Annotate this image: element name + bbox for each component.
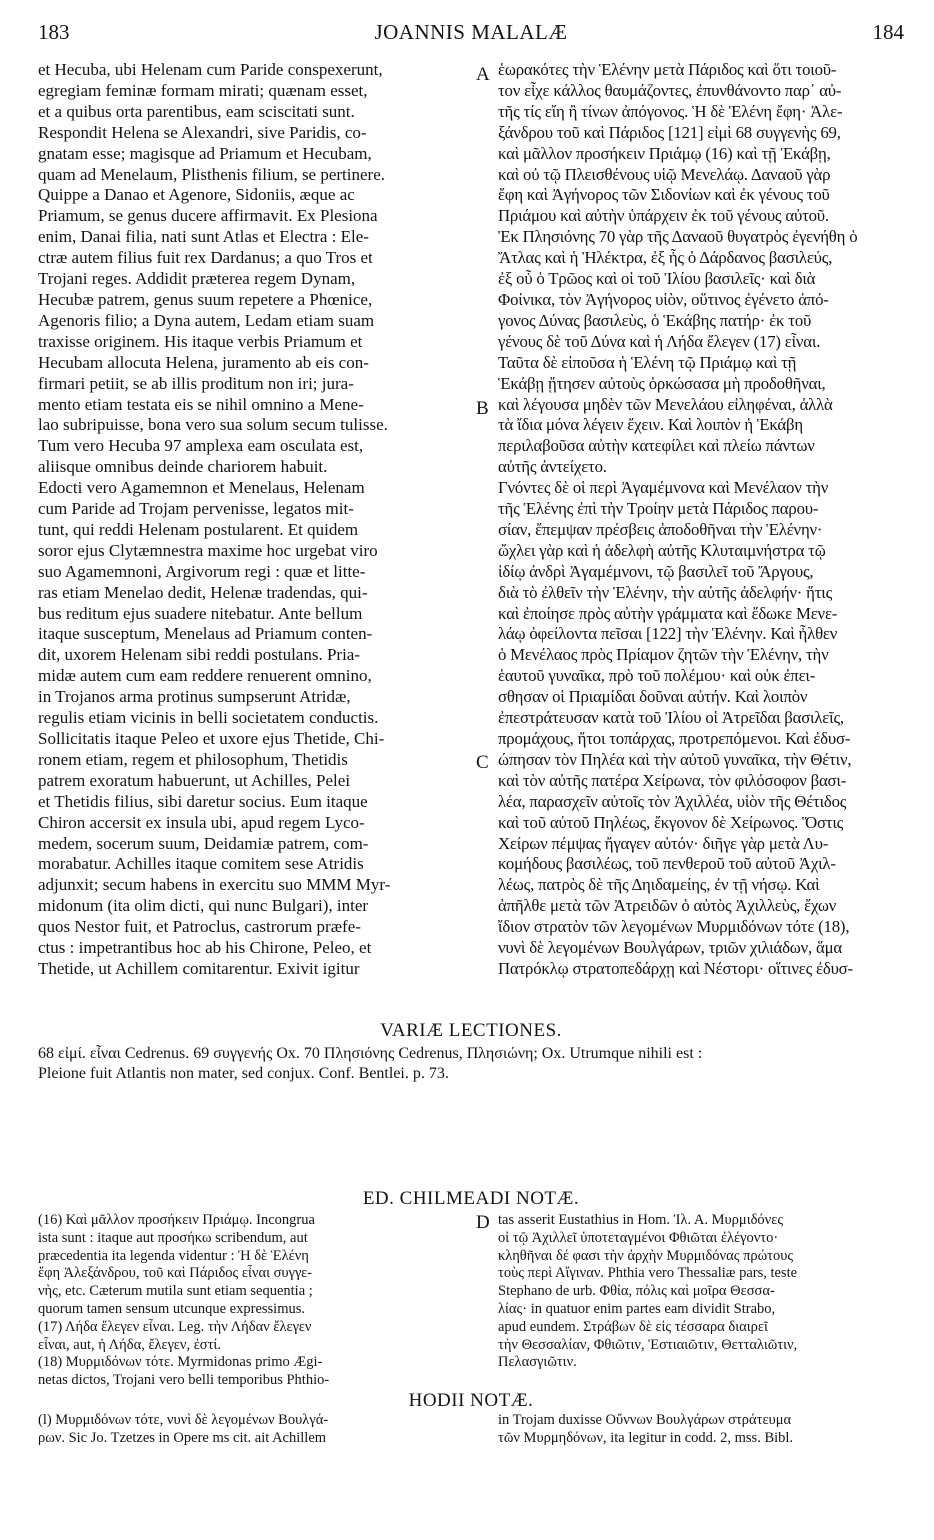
latin-text-line: regulis etiam vicinis in belli societatem conductis. xyxy=(38,708,379,728)
hodii-notes-right xyxy=(498,1412,906,1447)
note-line: Πελασγιῶτιν. xyxy=(498,1354,577,1371)
greek-text-line: καὶ ἐποίησε πρὸς αὐτὴν γράμματα καὶ ἔδωκε Μενε- xyxy=(498,603,838,623)
note-line: (17) Λήδα ἔλεγεν εἶναι. Leg. τὴν Λήδαν ἔλεγεν xyxy=(38,1318,312,1335)
greek-text-line: καὶ λέγουσα μηδὲν τῶν Μενελάου εἰληφέναι, ἀλλὰ xyxy=(498,394,833,414)
greek-text-line: περιλαβοῦσα αὐτὴν κατεφίλει καὶ πλείω πάντων xyxy=(498,436,815,456)
page-number-left: 183 xyxy=(38,20,70,44)
running-title: JOANNIS MALALÆ xyxy=(374,20,568,44)
note-line: (16) Καὶ μᾶλλον προσήκειν Πριάμῳ. Incongrua xyxy=(38,1212,315,1228)
greek-text-line: καὶ τὸν αὐτῆς πατέρα Χείρωνα, τὸν φιλόσοφον βασι- xyxy=(498,770,847,790)
note-line: apud eundem. Στράβων δὲ εἰς τέσσαρα διαιρεῖ xyxy=(498,1318,768,1335)
latin-text-line: Trojani reges. Addidit præterea regem Dynam, xyxy=(38,269,356,289)
greek-text-line: ἑαυτοῦ γυναῖκα, πρὸ τοῦ πολέμου· καὶ οὐκ ἐπει- xyxy=(498,666,816,686)
latin-text-line: Respondit Helena se Alexandri, sive Paridis, co- xyxy=(38,122,367,142)
note-line: (18) Μυρμιδόνων τότε. Myrmidonas primo Ægi- xyxy=(38,1354,323,1371)
greek-text-line: γονος Δύνας βασιλεὺς, ὁ Ἑκάβης πατήρ· ἐκ τοῦ xyxy=(498,310,812,330)
margin-marker-c: C xyxy=(476,752,489,773)
latin-text-line: lao subripuisse, bona vero sua solum secum tulisse. xyxy=(38,415,388,435)
latin-text-line: ronem etiam, regem et philosophum, Thetidis xyxy=(38,749,348,769)
latin-text-line: et Hecuba, ubi Helenam cum Paride conspexerunt, xyxy=(38,60,383,79)
latin-text-line: soror ejus Clytæmnestra maxime hoc urgebat viro xyxy=(38,540,378,560)
greek-text-line: κομήδους βασιλέως, τοῦ πενθεροῦ τοῦ αὐτοῦ Ἀχιλ- xyxy=(498,854,836,874)
greek-text-line: αὐτῆς ἀντείχετο. xyxy=(498,457,607,477)
note-line: λίας· in quatuor enim partes eam dividit Strabo, xyxy=(498,1300,776,1317)
latin-text-line: egregiam feminæ formam mirati; quænam esset, xyxy=(38,80,368,100)
note-line: οἱ τῷ Ἀχιλλεῖ ὑποτεταγμένοι Φθιῶται ἐλέγοντο· xyxy=(498,1229,779,1246)
latin-text-line: Hecubæ patrem, genus suum repetere a Phœnice, xyxy=(38,289,373,309)
greek-text-line: ὤχλει γὰρ καὶ ἡ ἀδελφὴ αὐτῆς Κλυταιμνήστρα τῷ xyxy=(498,540,826,560)
note-line: in Trojam duxisse Οὔννων Βουλγάρων στράτευμα xyxy=(498,1412,792,1428)
latin-text-line: Edocti vero Agamemnon et Menelaus, Helenam xyxy=(38,478,365,498)
greek-text-line: ἔφη καὶ Ἀγήνορος τῶν Σιδονίων καὶ ἐκ γένους τοῦ xyxy=(498,185,830,205)
latin-text-line: bus reditum ejus suadere nitebatur. Ante bellum xyxy=(38,603,363,623)
greek-text-line: ἑωρακότες τὴν Ἑλένην μετὰ Πάριδος καὶ ὅτι τοιοῦ- xyxy=(498,60,837,79)
margin-marker-a: A xyxy=(476,64,490,85)
greek-text-column xyxy=(498,60,906,980)
note-line: tas asserit Eustathius in Hom. Ἰλ. Α. Μυρμιδόνες xyxy=(498,1212,784,1228)
chilmead-heading: ED. CHILMEADI NOTÆ. xyxy=(362,1188,580,1209)
greek-text-line: καὶ οὐ τῷ Πλεισθένους υἱῷ Μενελάῳ. Δαναοῦ γὰρ xyxy=(498,164,831,184)
greek-text-line: λέα, παρασχεῖν αὐτοῖς τὸν Ἀχιλλέα, υἱὸν τῆς Θέτιδος xyxy=(498,791,847,811)
greek-text-line: ἰδίῳ ἀνδρὶ Ἀγαμέμνονι, τῷ βασιλεῖ τοῦ Ἄργους, xyxy=(498,561,814,581)
greek-text-line: Γνόντες δὲ οἱ περὶ Ἀγαμέμνονα καὶ Μενέλαον τὴν xyxy=(498,478,829,498)
page-header xyxy=(38,20,904,52)
greek-text-line: τῆς Ἑλένης ἐπὶ τὴν Τροίην μετὰ Πάριδος παρου- xyxy=(498,499,819,519)
note-line: τῶν Μυρμηδόνων, ita legitur in codd. 2, mss. Bibl. xyxy=(498,1429,794,1446)
greek-text-line: ώπησαν τὸν Πηλέα καὶ τὴν αὐτοῦ γυναῖκα, τὴν Θέτιν, xyxy=(498,749,852,769)
greek-text-line: νυνὶ δὲ λεγομένων Βουλγάρων, τριῶν χιλιάδων, ἅμα xyxy=(498,938,843,958)
latin-text-line: morabatur. Achilles itaque comitem sese Atridis xyxy=(38,854,364,874)
latin-text-line: Quippe a Danao et Agenore, Sidoniis, æque ac xyxy=(38,185,355,205)
note-line: ρων. Sic Jo. Tzetzes in Opere ms cit. ait Achillem xyxy=(38,1429,327,1446)
hodii-notes-left xyxy=(38,1412,470,1447)
note-line: τὴν Θεσσαλίαν, Φθιῶτιν, Ἑστιαιῶτιν, Θετταλιῶτιν, xyxy=(498,1336,798,1353)
greek-text-line: ἐξ οὗ ὁ Τρῶος καὶ οἱ τοῦ Ἰλίου βασιλεῖς· καὶ διὰ xyxy=(498,269,816,289)
variae-lectiones xyxy=(38,1044,904,1084)
latin-text-line: firmari petiit, se ab illis proditum non iri; jura- xyxy=(38,373,354,393)
latin-text-line: et a quibus orta parentibus, eam sciscitati sunt. xyxy=(38,101,355,121)
latin-text-line: enim, Danai filia, nati sunt Atlas et Electra : Ele- xyxy=(38,227,369,247)
greek-text-line: καὶ τοῦ αὐτοῦ Πηλέως, ἔκγονον δὲ Χείρωνος. Ὅστις xyxy=(498,812,844,832)
greek-text-line: Χείρων πέμψας ἤγαγεν αὐτόν· διῆγε γὰρ μετὰ Λυ- xyxy=(498,833,829,853)
margin-marker-d: D xyxy=(476,1212,490,1233)
hodii-heading: HODII NOTÆ. xyxy=(408,1390,534,1411)
note-line: quorum tamen sensum utcunque expressimus. xyxy=(38,1300,305,1317)
greek-text-line: Φοίνικα, τὸν Ἀγήνορος υἱὸν, οὕτινος ἐγένετο ἀπό- xyxy=(498,289,829,309)
latin-text-line: in Trojanos arma protinus sumpserunt Atridæ, xyxy=(38,687,351,707)
latin-text-line: midæ autem cum eam reddere renuerent omnino, xyxy=(38,666,372,686)
greek-text-line: ἴδιον στρατὸν τῶν λεγομένων Μυρμιδόνων τότε (18), xyxy=(498,917,850,937)
note-line: εἶναι, aut, ἡ Λήδα, ἔλεγεν, ἐστί. xyxy=(38,1336,221,1353)
latin-text-line: traxisse originem. His itaque verbis Priamum et xyxy=(38,331,363,351)
greek-text-line: Ἄτλας καὶ ἡ Ἠλέκτρα, ἐξ ἧς ὁ Δάρδανος βασιλεύς, xyxy=(498,248,833,268)
latin-text-line: ctus : impetrantibus hoc ab his Chirone, Peleo, et xyxy=(38,938,372,958)
latin-text-line: tunt, qui reddi Helenam postularent. Et quidem xyxy=(38,519,359,539)
greek-text-line: προμάχους, ἤτοι τοπάρχας, προτρεπόμενοι. Καὶ ἐδυσ- xyxy=(498,729,851,748)
latin-text-line: Priamum, se genus ducere affirmavit. Ex Plesiona xyxy=(38,206,378,226)
greek-text-line: ἀπῆλθε μετὰ τῶν Ἀτρειδῶν ὁ αὐτὸς Ἀχιλλεὺς, ἔχων xyxy=(498,896,837,916)
variae-line: Pleione fuit Atlantis non mater, sed conjux. Conf. Bentlei. p. 73. xyxy=(38,1065,449,1082)
latin-text-line: midonum (ita olim dicti, qui nunc Bulgari), inter xyxy=(38,896,369,916)
latin-text-column xyxy=(38,60,470,980)
latin-text-line: Thetide, ut Achillem comitarentur. Exivit igitur xyxy=(38,958,360,978)
latin-text-line: itaque susceptum, Menelaus ad Priamum conten- xyxy=(38,624,373,644)
greek-text-line: Πατρόκλῳ στρατοπεδάρχῃ καὶ Νέστορι· οἵτινες ἐδυσ- xyxy=(498,958,853,978)
greek-text-line: τὰ ἴδια μόνα λέγειν ἔχειν. Καὶ λοιπὸν ἡ Ἑκάβη xyxy=(498,415,803,435)
variae-heading: VARIÆ LECTIONES. xyxy=(380,1020,562,1041)
latin-text-line: et Thetidis filius, sibi daretur socius. Eum itaque xyxy=(38,791,368,811)
note-line: netas dictos, Trojani vero belli temporibus Phthio- xyxy=(38,1372,330,1389)
margin-marker-b: B xyxy=(476,398,489,419)
latin-text-line: quam ad Menelaum, Plisthenis filium, se pertinere. xyxy=(38,164,386,184)
variae-line: 68 εἰμί. εἶναι Cedrenus. 69 συγγενής Ox. 70 Πλησιόνης Cedrenus, Πλησιώνη; Ox. Utrumque nihili est : xyxy=(38,1045,703,1062)
note-line: (l) Μυρμιδόνων τότε, νυνὶ δὲ λεγομένων Βουλγά- xyxy=(38,1412,329,1428)
greek-text-line: ἐπεστράτευσαν κατὰ τοῦ Ἰλίου οἱ Ἀτρεῖδαι βασιλεῖς, xyxy=(498,708,844,728)
note-line: κληθῆναι δέ φασι τὴν ἀρχὴν Μυρμιδόνας πρώτους xyxy=(498,1247,794,1264)
latin-text-line: Tum vero Hecuba 97 amplexa eam osculata est, xyxy=(38,436,364,456)
greek-text-line: σίαν, ἔπεμψαν πρέσβεις ἀποδοθῆναι τὴν Ἑλένην· xyxy=(498,519,823,539)
latin-text-line: adjunxit; secum habens in exercitu suo MMM Myr- xyxy=(38,875,391,895)
note-line: νὴς, etc. Cæterum mutila sunt etiam sequentia ; xyxy=(38,1283,313,1300)
latin-text-line: mento etiam testata eis se nihil omnino a Mene- xyxy=(38,394,364,414)
greek-text-line: Πριάμου καὶ αὐτὴν ὑπάρχειν ἐκ τοῦ γένους αὐτοῦ. xyxy=(498,206,829,226)
page-number-right: 184 xyxy=(872,20,904,44)
latin-text-line: gnatam esse; magisque ad Priamum et Hecubam, xyxy=(38,143,372,163)
greek-text-line: Ταῦτα δὲ εἰποῦσα ἡ Ἑλένη τῷ Πριάμῳ καὶ τῇ xyxy=(498,352,797,372)
greek-text-line: Ἑκάβῃ ᾔτησεν αὐτοὺς ὁρκώσασα μὴ προδοθῆναι, xyxy=(498,373,826,393)
chilmead-notes-right xyxy=(498,1212,906,1372)
note-line: ἔφη Ἀλεξάνδρου, τοῦ καὶ Πάριδος εἶναι συγγε- xyxy=(38,1265,313,1282)
latin-text-line: ras etiam Menelao dedit, Helenæ tradendas, qui- xyxy=(38,582,368,602)
greek-text-line: λέως, πατρὸς δὲ τῆς Δηιδαμείης, ἐν τῇ νήσῳ. Καὶ xyxy=(498,875,820,895)
greek-text-line: λάῳ ὀφείλοντα πεῖσαι [122] τὴν Ἑλένην. Καὶ ἦλθεν xyxy=(498,624,838,644)
latin-text-line: dit, uxorem Helenam sibi reddi postulans. Pria- xyxy=(38,645,360,665)
latin-text-line: medem, socerum suum, Deidamiæ patrem, com- xyxy=(38,833,369,853)
latin-text-line: cum Paride ad Trojam pervenisse, legatos mit- xyxy=(38,499,354,519)
latin-text-line: aliisque omnibus deinde chariorem habuit. xyxy=(38,457,328,477)
greek-text-line: γένους δὲ τοῦ Δύνα καὶ ἡ Λήδα ἔλεγεν (17) εἶναι. xyxy=(498,331,821,351)
greek-text-line: σθησαν οἱ Πριαμίδαι δοῦναι αὐτήν. Καὶ λοιπὸν xyxy=(498,687,808,707)
note-line: Stephano de urb. Φθία, πόλις καὶ μοῖρα Θεσσα- xyxy=(498,1283,775,1300)
note-line: τοὺς περὶ Αἴγιναν. Phthia vero Thessaliæ pars, teste xyxy=(498,1265,798,1282)
latin-text-line: patrem exoratum habuerunt, ut Achilles, Pelei xyxy=(38,770,351,790)
latin-text-line: Sollicitatis itaque Peleo et uxore ejus Thetide, Chi- xyxy=(38,729,385,748)
latin-text-line: Chiron accersit ex insula ubi, apud regem Lyco- xyxy=(38,812,365,832)
greek-text-line: διὰ τὸ ἐλθεῖν τὴν Ἑλένην, τὴν αὐτῆς ἀδελφήν· ἥτις xyxy=(498,582,833,602)
note-line: præcedentia ita legenda videntur : Ἡ δὲ Ἑλένη xyxy=(38,1247,309,1264)
latin-text-line: ctræ autem filius fuit rex Dardanus; a quo Tros et xyxy=(38,248,373,268)
latin-text-line: suo Agamemnoni, Argivorum regi : quæ et litte- xyxy=(38,561,366,581)
latin-text-line: quos Nestor fuit, et Patroclus, castrorum præfe- xyxy=(38,917,361,937)
greek-text-line: Ἐκ Πλησιόνης 70 γὰρ τῆς Δαναοῦ θυγατρὸς ἐγενήθη ὁ xyxy=(498,227,858,247)
greek-text-line: ὁ Μενέλαος πρὸς Πρίαμον ζητῶν τὴν Ἑλένην, τὴν xyxy=(498,645,829,665)
greek-text-line: τῆς τίς εἴη ἢ τίνων ἀπόγονος. Ἡ δὲ Ἑλένη ἔφη· Ἀλε- xyxy=(498,101,843,121)
latin-text-line: Hecubam allocuta Helena, juramento ab eis con- xyxy=(38,352,369,372)
greek-text-line: τον εἶχε κάλλος θαυμάζοντες, ἐπυνθάνοντο παρ᾽ αὐ- xyxy=(498,80,842,100)
greek-text-line: ξάνδρου τοῦ καὶ Πάριδος [121] εἰμὶ 68 συγγενὴς 69, xyxy=(498,122,841,142)
note-line: ista sunt : itaque aut προσήκω scribendum, aut xyxy=(38,1229,308,1246)
latin-text-line: Agenoris filio; a Dyna autem, Ledam etiam suam xyxy=(38,310,375,330)
chilmead-notes-left xyxy=(38,1212,470,1390)
greek-text-line: καὶ μᾶλλον προσήκειν Πριάμῳ (16) καὶ τῇ Ἑκάβῃ, xyxy=(498,143,831,163)
